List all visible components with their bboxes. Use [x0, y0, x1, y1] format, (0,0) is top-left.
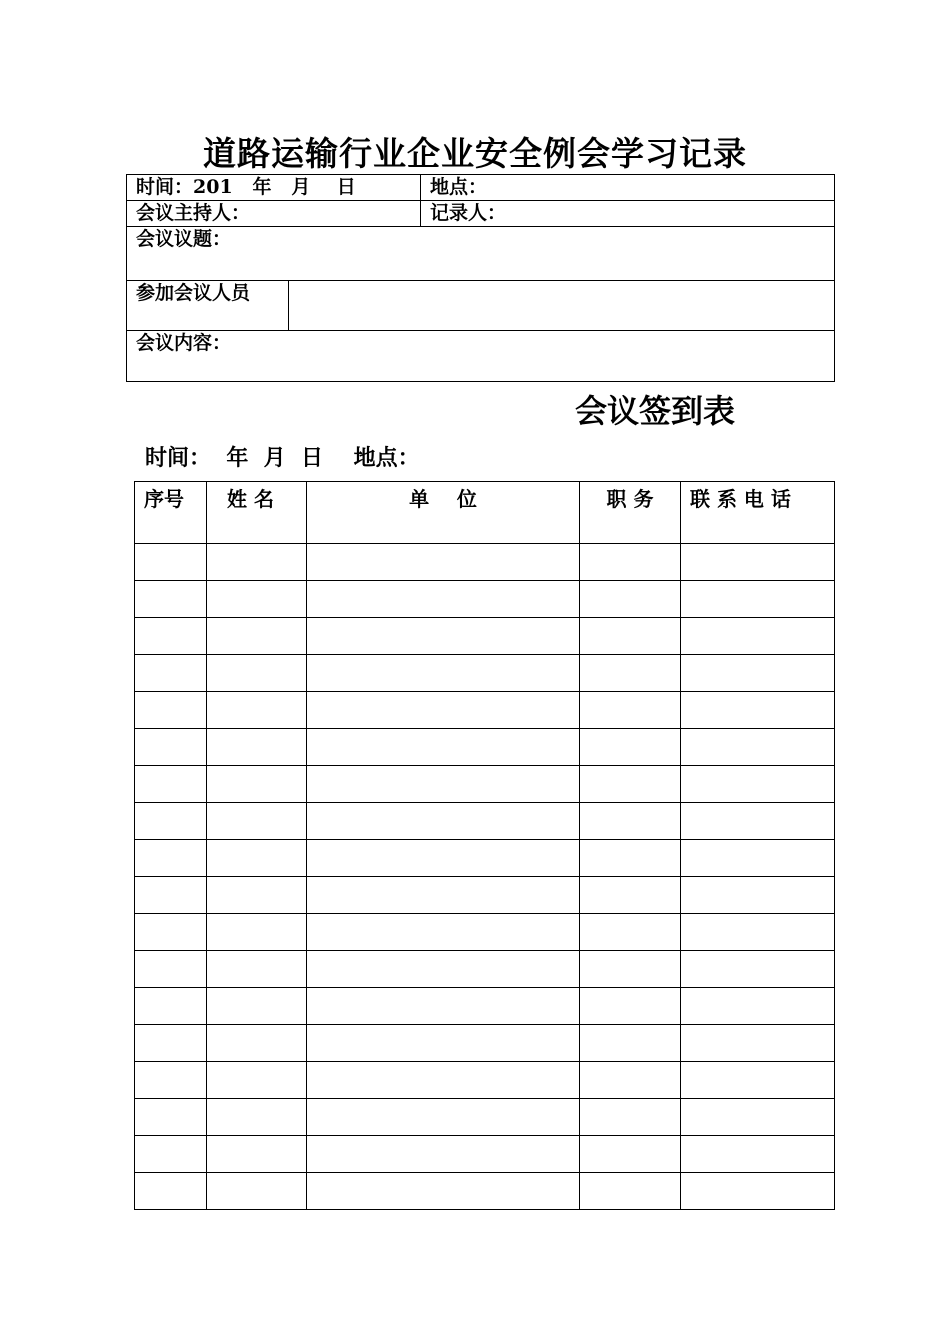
signin-cell-name[interactable] [207, 766, 307, 803]
signin-cell-unit[interactable] [307, 1025, 580, 1062]
signin-cell-position[interactable] [580, 803, 681, 840]
meeting-attendees-label-cell [127, 281, 289, 331]
signin-cell-index[interactable] [135, 840, 207, 877]
signin-cell-unit[interactable] [307, 729, 580, 766]
signin-cell-index[interactable] [135, 581, 207, 618]
signin-cell-position[interactable] [580, 1062, 681, 1099]
table-row [135, 1099, 835, 1136]
signin-cell-position[interactable] [580, 692, 681, 729]
signin-cell-unit[interactable] [307, 766, 580, 803]
table-row [135, 655, 835, 692]
signin-cell-position[interactable] [580, 655, 681, 692]
table-row [135, 1173, 835, 1210]
column-header-index: 序号 [135, 482, 207, 544]
meeting-time-cell[interactable] [127, 175, 421, 201]
signin-cell-name[interactable] [207, 618, 307, 655]
table-row [135, 877, 835, 914]
signin-cell-name[interactable] [207, 840, 307, 877]
table-row [135, 914, 835, 951]
signin-cell-name[interactable] [207, 1099, 307, 1136]
signin-cell-name[interactable] [207, 655, 307, 692]
signin-cell-index[interactable] [135, 618, 207, 655]
signin-cell-position[interactable] [580, 988, 681, 1025]
signin-cell-phone[interactable] [681, 803, 835, 840]
signin-cell-unit[interactable] [307, 803, 580, 840]
page-title: 道路运输行业企业安全例会学习记录 [203, 134, 747, 173]
signin-cell-position[interactable] [580, 877, 681, 914]
signin-cell-unit[interactable] [307, 914, 580, 951]
signin-cell-position[interactable] [580, 729, 681, 766]
signin-cell-unit[interactable] [307, 1099, 580, 1136]
signin-cell-position[interactable] [580, 1136, 681, 1173]
column-header-phone: 联 系 电 话 [681, 482, 835, 544]
signin-cell-index[interactable] [135, 766, 207, 803]
signin-cell-unit[interactable] [307, 840, 580, 877]
meeting-time-label: 时间：201 年 月 日 [136, 176, 356, 198]
signin-cell-position[interactable] [580, 544, 681, 581]
signin-cell-unit[interactable] [307, 988, 580, 1025]
signin-cell-unit[interactable] [307, 951, 580, 988]
table-row [135, 1136, 835, 1173]
signin-meta: 时间： 年 月 日 地点： [145, 445, 420, 471]
signin-cell-index[interactable] [135, 877, 207, 914]
signin-cell-name[interactable] [207, 988, 307, 1025]
signin-cell-name[interactable] [207, 914, 307, 951]
signin-cell-unit[interactable] [307, 1173, 580, 1210]
signin-cell-phone[interactable] [681, 729, 835, 766]
signin-cell-name[interactable] [207, 581, 307, 618]
signin-cell-position[interactable] [580, 914, 681, 951]
signin-cell-phone[interactable] [681, 766, 835, 803]
table-row [135, 581, 835, 618]
signin-cell-unit[interactable] [307, 1136, 580, 1173]
column-header-unit: 单 位 [307, 482, 580, 544]
meeting-place-cell[interactable] [421, 175, 835, 201]
signin-cell-phone[interactable] [681, 1062, 835, 1099]
signin-cell-position[interactable] [580, 618, 681, 655]
signin-cell-phone[interactable] [681, 1099, 835, 1136]
table-row [135, 544, 835, 581]
signin-cell-unit[interactable] [307, 581, 580, 618]
signin-cell-index[interactable] [135, 1173, 207, 1210]
signin-cell-index[interactable] [135, 655, 207, 692]
signin-cell-name[interactable] [207, 544, 307, 581]
signin-cell-index[interactable] [135, 1136, 207, 1173]
table-row [135, 1025, 835, 1062]
signin-cell-phone[interactable] [681, 544, 835, 581]
signin-title: 会议签到表 [575, 392, 736, 430]
table-row [135, 1062, 835, 1099]
signin-cell-index[interactable] [135, 1062, 207, 1099]
signin-cell-phone[interactable] [681, 581, 835, 618]
signin-table [134, 481, 835, 1210]
table-row [135, 951, 835, 988]
signin-cell-unit[interactable] [307, 877, 580, 914]
signin-cell-phone[interactable] [681, 1173, 835, 1210]
signin-cell-phone[interactable] [681, 988, 835, 1025]
signin-cell-name[interactable] [207, 877, 307, 914]
signin-cell-position[interactable] [580, 1025, 681, 1062]
signin-cell-index[interactable] [135, 1099, 207, 1136]
signin-cell-phone[interactable] [681, 877, 835, 914]
signin-cell-index[interactable] [135, 988, 207, 1025]
signin-cell-position[interactable] [580, 581, 681, 618]
signin-cell-unit[interactable] [307, 655, 580, 692]
signin-cell-unit[interactable] [307, 618, 580, 655]
signin-cell-unit[interactable] [307, 544, 580, 581]
signin-cell-phone[interactable] [681, 1025, 835, 1062]
signin-cell-name[interactable] [207, 1062, 307, 1099]
signin-cell-index[interactable] [135, 692, 207, 729]
column-header-position: 职 务 [580, 482, 681, 544]
meeting-content-label: 会议内容： [136, 332, 232, 354]
meeting-host-cell[interactable] [127, 201, 421, 227]
signin-cell-name[interactable] [207, 729, 307, 766]
meeting-record-table [126, 174, 835, 382]
signin-cell-phone[interactable] [681, 1136, 835, 1173]
meeting-recorder-cell[interactable] [421, 201, 835, 227]
table-row [135, 766, 835, 803]
table-row [135, 729, 835, 766]
table-row [135, 840, 835, 877]
meeting-content-cell[interactable] [127, 331, 835, 382]
signin-cell-name[interactable] [207, 951, 307, 988]
signin-cell-position[interactable] [580, 766, 681, 803]
signin-cell-position[interactable] [580, 1173, 681, 1210]
signin-cell-unit[interactable] [307, 692, 580, 729]
signin-cell-phone[interactable] [681, 655, 835, 692]
signin-cell-name[interactable] [207, 1136, 307, 1173]
signin-header-row [135, 482, 835, 544]
signin-cell-name[interactable] [207, 692, 307, 729]
signin-cell-index[interactable] [135, 951, 207, 988]
signin-cell-phone[interactable] [681, 951, 835, 988]
signin-cell-index[interactable] [135, 914, 207, 951]
signin-cell-index[interactable] [135, 1025, 207, 1062]
signin-cell-position[interactable] [580, 840, 681, 877]
signin-cell-index[interactable] [135, 544, 207, 581]
meeting-host-label: 会议主持人： [136, 202, 251, 224]
meeting-topic-cell[interactable] [127, 227, 835, 281]
signin-cell-phone[interactable] [681, 840, 835, 877]
meeting-place-label: 地点： [430, 176, 488, 198]
signin-cell-index[interactable] [135, 803, 207, 840]
signin-cell-phone[interactable] [681, 692, 835, 729]
signin-cell-position[interactable] [580, 1099, 681, 1136]
signin-cell-unit[interactable] [307, 1062, 580, 1099]
signin-cell-phone[interactable] [681, 914, 835, 951]
signin-cell-index[interactable] [135, 729, 207, 766]
meeting-recorder-label: 记录人： [430, 202, 507, 224]
signin-cell-name[interactable] [207, 803, 307, 840]
signin-cell-name[interactable] [207, 1173, 307, 1210]
meeting-topic-label: 会议议题： [136, 228, 232, 250]
table-row [135, 988, 835, 1025]
signin-cell-name[interactable] [207, 1025, 307, 1062]
meeting-attendees-label: 参加会议人员 [136, 282, 251, 304]
table-row [135, 803, 835, 840]
signin-cell-phone[interactable] [681, 618, 835, 655]
table-row [135, 618, 835, 655]
column-header-name: 姓 名 [207, 482, 307, 544]
meeting-attendees-cell[interactable] [289, 281, 835, 331]
signin-cell-position[interactable] [580, 951, 681, 988]
table-row [135, 692, 835, 729]
